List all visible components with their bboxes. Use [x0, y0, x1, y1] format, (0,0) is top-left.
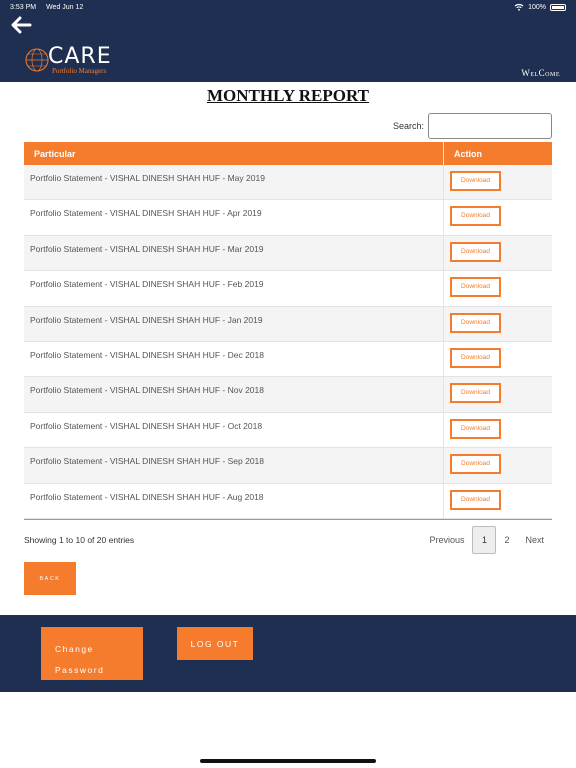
row-particular: Portfolio Statement - VISHAL DINESH SHAH HUF - Oct 2018: [24, 413, 444, 447]
battery-percent: 100%: [528, 3, 546, 11]
battery-icon: [550, 4, 566, 11]
table-body: [24, 165, 552, 519]
footer: [0, 615, 576, 692]
download-button[interactable]: Download: [450, 242, 501, 262]
table-row: [24, 342, 552, 377]
app-header: [0, 14, 576, 82]
download-button[interactable]: Download: [450, 348, 501, 368]
download-button[interactable]: Download: [450, 383, 501, 403]
wifi-icon: [514, 3, 524, 11]
row-particular: Portfolio Statement - VISHAL DINESH SHAH HUF - Dec 2018: [24, 342, 444, 376]
row-particular: Portfolio Statement - VISHAL DINESH SHAH HUF - Nov 2018: [24, 377, 444, 411]
page-title: MONTHLY REPORT: [206, 86, 370, 105]
download-button[interactable]: Download: [450, 454, 501, 474]
entries-info: Showing 1 to 10 of 20 entries: [24, 535, 135, 545]
row-action: [444, 165, 552, 199]
change-password-button[interactable]: [41, 627, 143, 680]
row-particular: Portfolio Statement - VISHAL DINESH SHAH HUF - Apr 2019: [24, 200, 444, 234]
table-row: [24, 236, 552, 271]
care-logo: [24, 45, 124, 77]
home-indicator: [200, 759, 376, 763]
welcome-text: WelCome: [521, 68, 560, 78]
status-bar: [0, 0, 576, 14]
change-password-line2: Password: [55, 665, 105, 675]
table-header: [24, 142, 552, 165]
row-action: [444, 271, 552, 305]
row-action: [444, 484, 552, 518]
row-particular: Portfolio Statement - VISHAL DINESH SHAH HUF - Feb 2019: [24, 271, 444, 305]
next-button[interactable]: Next: [525, 535, 544, 545]
download-button[interactable]: Download: [450, 490, 501, 510]
download-button[interactable]: Download: [450, 313, 501, 333]
table-row: [24, 307, 552, 342]
search-input[interactable]: [428, 113, 552, 139]
row-action: [444, 342, 552, 376]
globe-icon: [24, 47, 50, 73]
table-row: [24, 377, 552, 412]
row-action: [444, 413, 552, 447]
table-row: [24, 200, 552, 235]
previous-button[interactable]: Previous: [429, 535, 465, 545]
search-label: Search:: [392, 121, 424, 131]
change-password-line1: Change: [55, 644, 94, 654]
row-particular: Portfolio Statement - VISHAL DINESH SHAH HUF - Aug 2018: [24, 484, 444, 518]
table-row: [24, 448, 552, 483]
row-action: [444, 200, 552, 234]
row-particular: Portfolio Statement - VISHAL DINESH SHAH HUF - May 2019: [24, 165, 444, 199]
row-action: [444, 236, 552, 270]
logout-button[interactable]: LOG OUT: [177, 627, 253, 660]
row-particular: Portfolio Statement - VISHAL DINESH SHAH HUF - Mar 2019: [24, 236, 444, 270]
row-action: [444, 448, 552, 482]
page-1-button[interactable]: 1: [472, 526, 496, 554]
back-button[interactable]: BACK: [24, 562, 76, 595]
header-particular[interactable]: Particular: [24, 142, 444, 165]
row-action: [444, 377, 552, 411]
table-row: [24, 484, 552, 519]
row-action: [444, 307, 552, 341]
pagination: [421, 526, 552, 554]
download-button[interactable]: Download: [450, 419, 501, 439]
table-row: [24, 271, 552, 306]
brand-subtitle: Portfolio Managers: [52, 67, 107, 75]
download-button[interactable]: Download: [450, 206, 501, 226]
row-particular: Portfolio Statement - VISHAL DINESH SHAH HUF - Jan 2019: [24, 307, 444, 341]
header-action[interactable]: Action: [454, 148, 482, 159]
page-2-button[interactable]: 2: [504, 535, 510, 545]
back-arrow-icon[interactable]: [10, 16, 32, 34]
row-particular: Portfolio Statement - VISHAL DINESH SHAH HUF - Sep 2018: [24, 448, 444, 482]
search-area: [393, 113, 552, 139]
status-date: Wed Jun 12: [46, 3, 84, 11]
report-table: [24, 142, 552, 519]
brand-name: CARE: [48, 44, 112, 69]
download-button[interactable]: Download: [450, 171, 501, 191]
table-row: [24, 413, 552, 448]
table-row: [24, 165, 552, 200]
table-divider: [24, 519, 552, 520]
download-button[interactable]: Download: [450, 277, 501, 297]
status-time: 3:53 PM: [10, 3, 37, 11]
